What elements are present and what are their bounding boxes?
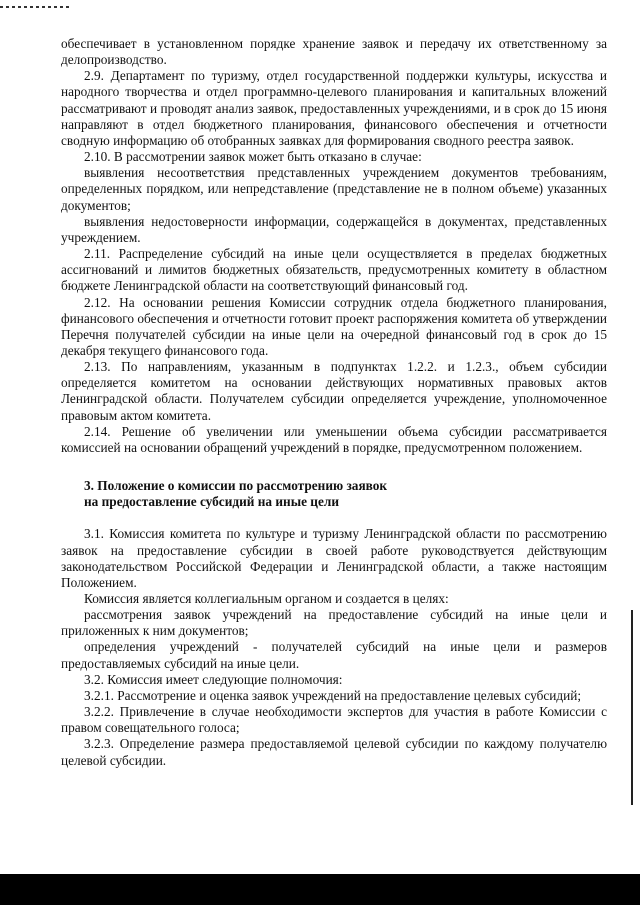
paragraph-2-14: 2.14. Решение об увеличении или уменьшении объема субсидии рассматривается комиссией на основании обращений учреждений в порядке, предусмотренном положением. xyxy=(61,423,607,455)
paragraph-purpose-item-1: рассмотрения заявок учреждений на предоставление субсидий на иные цели и приложенных к ним документов; xyxy=(61,607,607,639)
paragraph-2-10-item-2: выявления недостоверности информации, содержащейся в документах, представленных учреждением. xyxy=(61,213,607,245)
document-body xyxy=(61,36,607,769)
paragraph-continuation: обеспечивает в установленном порядке хранение заявок и передачу их ответственному за делопроизводство. xyxy=(61,36,607,68)
paragraph-2-13: 2.13. По направлениям, указанным в подпунктах 1.2.2. и 1.2.3., объем субсидии определяется комитетом на основании действующих нормативных правовых актов Ленинградской области. Получателем субсидии определяется учреждение, уполномоченное правовым актом комитета. xyxy=(61,359,607,423)
paragraph-3-2: 3.2. Комиссия имеет следующие полномочия: xyxy=(84,671,343,687)
section-heading-line-1: 3. Положение о комиссии по рассмотрению заявок xyxy=(84,478,388,494)
scan-edge-line xyxy=(631,610,633,805)
scan-mark xyxy=(0,6,72,8)
paragraph-purpose-item-2: определения учреждений - получателей субсидий на иные цели и размеров предоставляемых субсидий на иные цели. xyxy=(61,639,607,671)
paragraph-2-10-item-1: выявления несоответствия представленных учреждением документов требованиям, определенных порядком, или непредставление (представление не в полном объеме) указанных документов; xyxy=(61,165,607,213)
paragraph-3-2-2: 3.2.2. Привлечение в случае необходимости экспертов для участия в работе Комиссии с правом совещательного голоса; xyxy=(61,704,607,736)
section-heading-line-2: на предоставление субсидий на иные цели xyxy=(84,494,339,510)
paragraph-3-2-3: 3.2.3. Определение размера предоставляемой целевой субсидии по каждому получателю целевой субсидии. xyxy=(61,736,607,768)
paragraph-3-1: 3.1. Комиссия комитета по культуре и туризму Ленинградской области по рассмотрению заявок на предоставление субсидии в своей работе руководствуется действующим законодательством Российской Федерации и Ленинградской области, а также настоящим Положением. xyxy=(61,526,607,590)
paragraph-commission-purpose: Комиссия является коллегиальным органом и создается в целях: xyxy=(84,591,449,606)
paragraph-2-12: 2.12. На основании решения Комиссии сотрудник отдела бюджетного планирования, финансового обеспечения и отчетности готовит проект распоряжения комитета об утверждении Перечня получателей субсидии на иные цели на очередной финансовый год в срок до 15 декабря текущего финансового года. xyxy=(61,294,607,358)
scan-footer-bar xyxy=(0,874,640,905)
paragraph-2-10: 2.10. В рассмотрении заявок может быть отказано в случае: xyxy=(84,149,422,165)
paragraph-2-9: 2.9. Департамент по туризму, отдел государственной поддержки культуры, искусства и народного творчества и отдел программно-целевого планирования и капитальных вложений рассматривают и проводят анализ заявок, предоставленных учреждениями, и в срок до 15 июня направляют в отдел бюджетного планирования, финансового обеспечения и отчетности сводную информацию об отобранных заявках для формирования сводного реестра заявок. xyxy=(61,68,607,148)
paragraph-2-11: 2.11. Распределение субсидий на иные цели осуществляется в пределах бюджетных ассигнований и лимитов бюджетных обязательств, предусмотренных комитету в областном бюджете Ленинградской области на соответствующий финансовый год. xyxy=(61,246,607,294)
paragraph-3-2-1: 3.2.1. Рассмотрение и оценка заявок учреждений на предоставление целевых субсидий; xyxy=(84,687,582,703)
